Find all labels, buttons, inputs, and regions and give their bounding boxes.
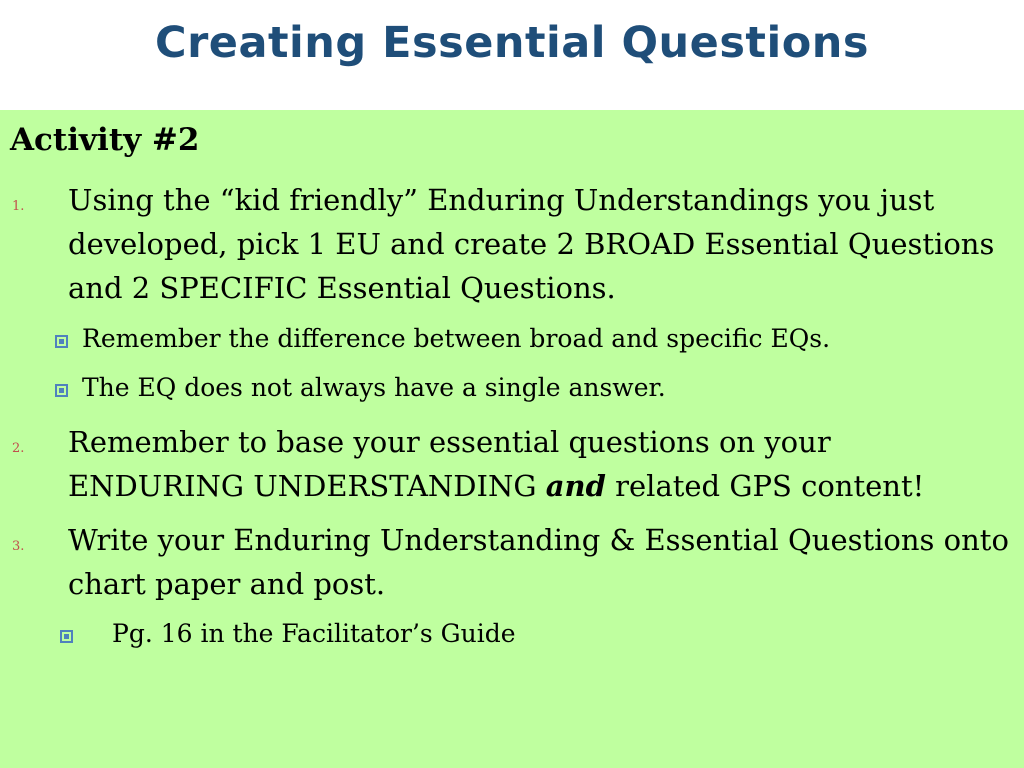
item-3-text: Write your Enduring Understanding & Essential Questions onto chart paper and post.: [68, 523, 1009, 601]
square-bullet-icon: [60, 630, 73, 643]
item-1-text: Using the “kid friendly” Enduring Understandings you just developed, pick 1 EU and create 2 BROAD Essential Questions and 2 SPECIFIC Essential Questions.: [68, 183, 995, 305]
item-2-text-before: Remember to base your essential questions on your ENDURING UNDERSTANDING: [68, 425, 831, 503]
item-2-emphasis: and: [545, 469, 606, 503]
item-1-number: 1.: [12, 199, 25, 214]
item-3-bullet-1: Pg. 16 in the Facilitator’s Guide: [112, 619, 516, 648]
item-2-text: [68, 420, 1013, 508]
title-band: [0, 0, 1024, 110]
item-3-number: 3.: [12, 539, 25, 554]
item-1-bullet-2: The EQ does not always have a single answer.: [82, 373, 666, 402]
slide-title: Creating Essential Questions: [155, 18, 869, 68]
item-1-bullet-1: Remember the difference between broad and specific EQs.: [82, 324, 831, 353]
square-bullet-icon: [55, 384, 68, 397]
item-2-number: 2.: [12, 441, 25, 456]
slide-content: [0, 110, 1024, 768]
activity-heading: Activity #2: [10, 122, 200, 158]
square-bullet-icon: [55, 335, 68, 348]
item-2-text-after: related GPS content!: [605, 469, 925, 503]
